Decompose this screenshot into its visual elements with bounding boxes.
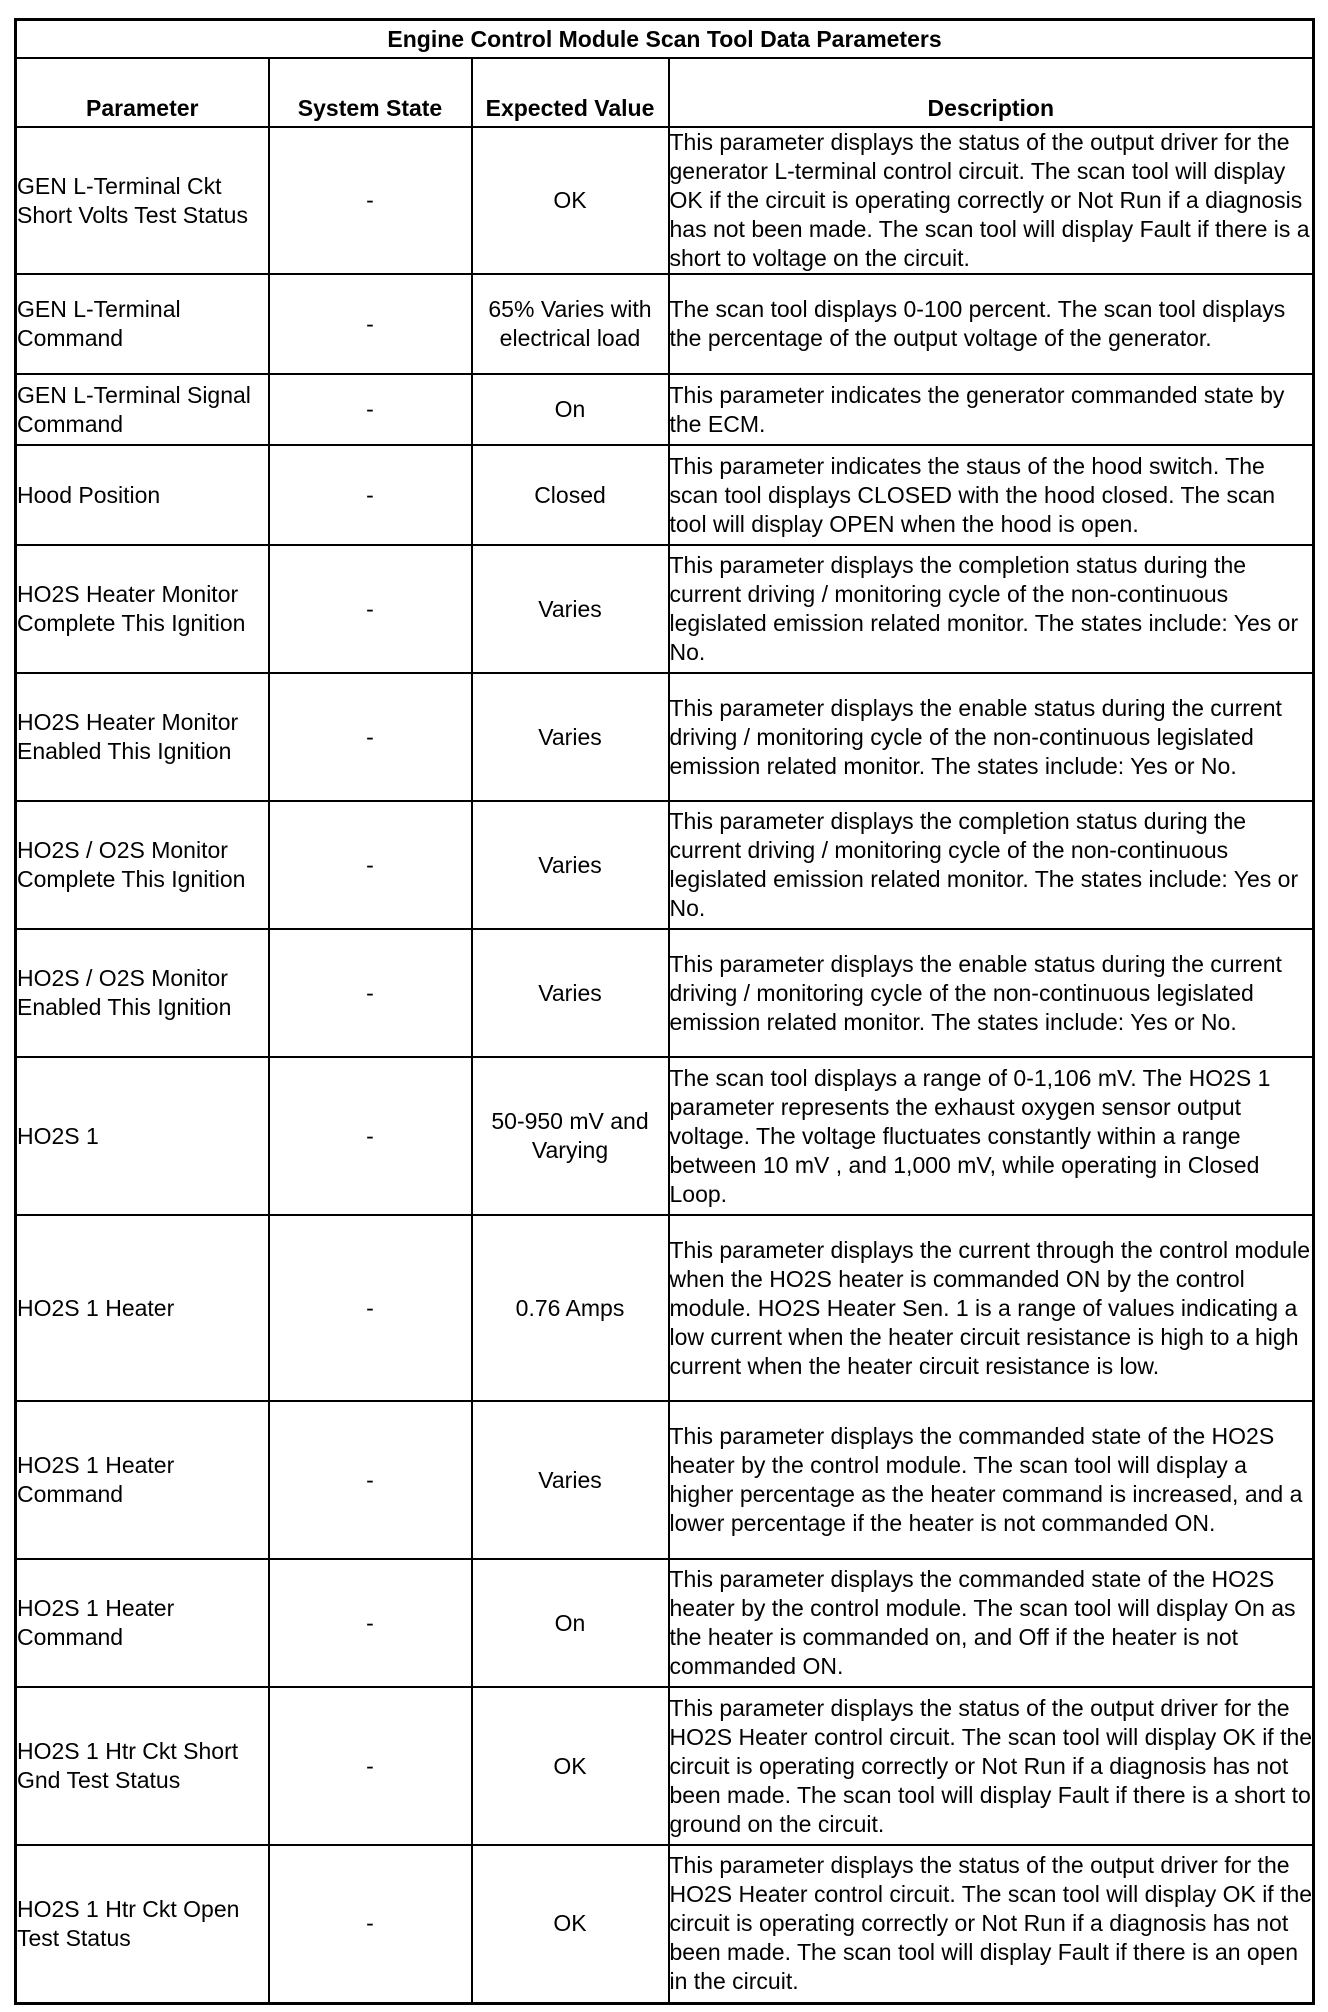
description-cell: This parameter displays the current through the control module when the HO2S heater is commanded ON by the control module. HO2S Heater Sen. 1 is a range of values indicating a low current when the heater circuit resistance is high to a high current when the heater circuit resistance is low. — [669, 1215, 1314, 1401]
table-row — [16, 274, 1314, 374]
expected-value-cell: 0.76 Amps — [472, 1215, 669, 1401]
table-row — [16, 1057, 1314, 1215]
parameter-cell: HO2S 1 Heater — [16, 1215, 269, 1401]
parameter-cell: HO2S 1 Htr Ckt Short Gnd Test Status — [16, 1687, 269, 1845]
table-row — [16, 801, 1314, 929]
expected-value-cell: OK — [472, 1687, 669, 1845]
expected-value-cell: Varies — [472, 801, 669, 929]
system-state-cell: - — [269, 673, 472, 801]
expected-value-cell: OK — [472, 127, 669, 274]
parameter-cell: HO2S 1 Heater Command — [16, 1559, 269, 1687]
table-row — [16, 929, 1314, 1057]
expected-value-cell: 50-950 mV and Varying — [472, 1057, 669, 1215]
description-cell: This parameter indicates the generator commanded state by the ECM. — [669, 374, 1314, 445]
expected-value-cell: 65% Varies with electrical load — [472, 274, 669, 374]
description-cell: This parameter displays the commanded state of the HO2S heater by the control module. The scan tool will display a higher percentage as the heater command is increased, and a lower percentage if the heater is not commanded ON. — [669, 1401, 1314, 1559]
table-row — [16, 1401, 1314, 1559]
table-title-row — [16, 20, 1314, 59]
table-row — [16, 1559, 1314, 1687]
description-cell: This parameter displays the status of the output driver for the generator L-terminal control circuit. The scan tool will display OK if the circuit is operating correctly or Not Run if a diagnosis has not been made. The scan tool will display Fault if there is a short to voltage on the circuit. — [669, 127, 1314, 274]
document-sheet — [14, 18, 1312, 2005]
system-state-cell: - — [269, 1057, 472, 1215]
description-cell: This parameter displays the completion status during the current driving / monitoring cycle of the non-continuous legislated emission related monitor. The states include: Yes or No. — [669, 545, 1314, 673]
system-state-cell: - — [269, 545, 472, 673]
table-row — [16, 1687, 1314, 1845]
header-expected-value: Expected Value — [472, 58, 669, 127]
system-state-cell: - — [269, 801, 472, 929]
parameter-cell: HO2S / O2S Monitor Complete This Ignition — [16, 801, 269, 929]
description-cell: The scan tool displays 0-100 percent. The scan tool displays the percentage of the output voltage of the generator. — [669, 274, 1314, 374]
header-system-state: System State — [269, 58, 472, 127]
parameter-cell: Hood Position — [16, 445, 269, 545]
description-cell: This parameter displays the status of the output driver for the HO2S Heater control circuit. The scan tool will display OK if the circuit is operating correctly or Not Run if a diagnosis has not been made. The scan tool will display Fault if there is a short to ground on the circuit. — [669, 1687, 1314, 1845]
table-row — [16, 545, 1314, 673]
parameter-cell: HO2S Heater Monitor Complete This Ignition — [16, 545, 269, 673]
parameter-cell: HO2S 1 Htr Ckt Open Test Status — [16, 1845, 269, 2003]
system-state-cell: - — [269, 929, 472, 1057]
table-title: Engine Control Module Scan Tool Data Parameters — [16, 20, 1314, 59]
system-state-cell: - — [269, 1687, 472, 1845]
system-state-cell: - — [269, 1559, 472, 1687]
expected-value-cell: Closed — [472, 445, 669, 545]
parameter-cell: HO2S / O2S Monitor Enabled This Ignition — [16, 929, 269, 1057]
description-cell: This parameter indicates the staus of the hood switch. The scan tool displays CLOSED with the hood closed. The scan tool will display OPEN when the hood is open. — [669, 445, 1314, 545]
table-row — [16, 445, 1314, 545]
system-state-cell: - — [269, 274, 472, 374]
expected-value-cell: Varies — [472, 545, 669, 673]
description-cell: This parameter displays the commanded state of the HO2S heater by the control module. The scan tool will display On as the heater is commanded on, and Off if the heater is not commanded ON. — [669, 1559, 1314, 1687]
system-state-cell: - — [269, 127, 472, 274]
scan-tool-parameters-table — [14, 18, 1315, 2005]
table-row — [16, 673, 1314, 801]
system-state-cell: - — [269, 1215, 472, 1401]
expected-value-cell: On — [472, 374, 669, 445]
expected-value-cell: Varies — [472, 673, 669, 801]
description-cell: The scan tool displays a range of 0-1,106 mV. The HO2S 1 parameter represents the exhaust oxygen sensor output voltage. The voltage fluctuates constantly within a range between 10 mV , and 1,000 mV, while operating in Closed Loop. — [669, 1057, 1314, 1215]
system-state-cell: - — [269, 374, 472, 445]
parameter-cell: HO2S 1 Heater Command — [16, 1401, 269, 1559]
expected-value-cell: Varies — [472, 929, 669, 1057]
parameter-cell: HO2S Heater Monitor Enabled This Ignition — [16, 673, 269, 801]
expected-value-cell: On — [472, 1559, 669, 1687]
table-header-row — [16, 58, 1314, 127]
table-row — [16, 1845, 1314, 2003]
system-state-cell: - — [269, 445, 472, 545]
description-cell: This parameter displays the enable status during the current driving / monitoring cycle of the non-continuous legislated emission related monitor. The states include: Yes or No. — [669, 673, 1314, 801]
expected-value-cell: Varies — [472, 1401, 669, 1559]
description-cell: This parameter displays the status of the output driver for the HO2S Heater control circuit. The scan tool will display OK if the circuit is operating correctly or Not Run if a diagnosis has not been made. The scan tool will display Fault if there is an open in the circuit. — [669, 1845, 1314, 2003]
parameter-cell: GEN L-Terminal Signal Command — [16, 374, 269, 445]
parameter-cell: GEN L-Terminal Command — [16, 274, 269, 374]
parameter-cell: HO2S 1 — [16, 1057, 269, 1215]
parameter-cell: GEN L-Terminal Ckt Short Volts Test Status — [16, 127, 269, 274]
system-state-cell: - — [269, 1845, 472, 2003]
description-cell: This parameter displays the completion status during the current driving / monitoring cycle of the non-continuous legislated emission related monitor. The states include: Yes or No. — [669, 801, 1314, 929]
table-row — [16, 1215, 1314, 1401]
table-row — [16, 374, 1314, 445]
table-row — [16, 127, 1314, 274]
header-parameter: Parameter — [16, 58, 269, 127]
system-state-cell: - — [269, 1401, 472, 1559]
description-cell: This parameter displays the enable status during the current driving / monitoring cycle of the non-continuous legislated emission related monitor. The states include: Yes or No. — [669, 929, 1314, 1057]
expected-value-cell: OK — [472, 1845, 669, 2003]
header-description: Description — [669, 58, 1314, 127]
